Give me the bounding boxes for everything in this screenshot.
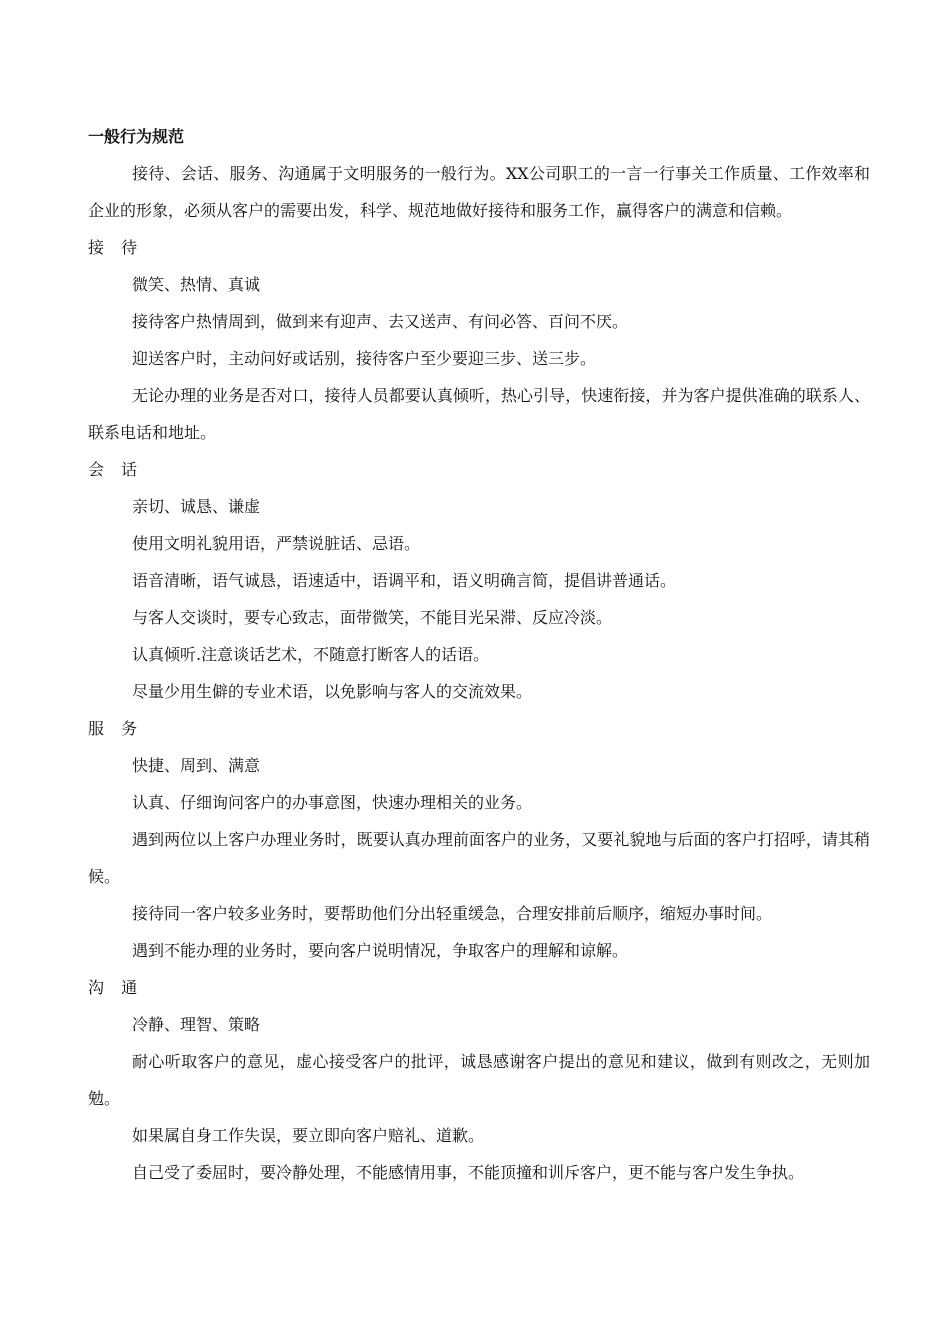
section-item: 与客人交谈时，要专心致志，面带微笑，不能目光呆滞、反应冷淡。 xyxy=(132,608,613,627)
section-reception xyxy=(88,229,870,451)
section-item: 接待同一客户较多业务时，要帮助他们分出轻重缓急，合理安排前后顺序，缩短办事时间。 xyxy=(132,904,773,923)
section-item: 认真、仔细询问客户的办事意图，快速办理相关的业务。 xyxy=(132,793,533,812)
section-heading: 沟 通 xyxy=(88,978,144,997)
section-item: 迎送客户时，主动问好或话别，接待客户至少要迎三步、送三步。 xyxy=(132,349,597,368)
section-communication xyxy=(88,969,870,1191)
section-item: 耐心听取客户的意见，虚心接受客户的批评，诚恳感谢客户提出的意见和建议，做到有则改之，无则加勉。 xyxy=(88,1052,870,1108)
section-item: 使用文明礼貌用语，严禁说脏话、忌语。 xyxy=(132,534,421,553)
section-item: 接待客户热情周到，做到来有迎声、去又送声、有问必答、百问不厌。 xyxy=(132,312,629,331)
document-title: 一般行为规范 xyxy=(88,127,185,146)
section-item: 认真倾听.注意谈话艺术，不随意打断客人的话语。 xyxy=(132,645,490,664)
section-item: 冷静、理智、策略 xyxy=(132,1015,261,1034)
section-item: 尽量少用生僻的专业术语，以免影响与客人的交流效果。 xyxy=(132,682,533,701)
section-item: 遇到两位以上客户办理业务时，既要认真办理前面客户的业务，又要礼貌地与后面的客户打招呼，请其稍候。 xyxy=(88,830,870,886)
section-conversation xyxy=(88,451,870,710)
section-item: 遇到不能办理的业务时，要向客户说明情况，争取客户的理解和谅解。 xyxy=(132,941,629,960)
section-item: 亲切、诚恳、谦虚 xyxy=(132,497,261,516)
section-service xyxy=(88,710,870,969)
section-item: 如果属自身工作失误，要立即向客户赔礼、道歉。 xyxy=(132,1126,485,1145)
section-item: 微笑、热情、真诚 xyxy=(132,275,261,294)
intro-paragraph: 接待、会话、服务、沟通属于文明服务的一般行为。XX公司职工的一言一行事关工作质量、工作效率和企业的形象，必须从客户的需要出发，科学、规范地做好接待和服务工作，赢得客户的满意和信赖。 xyxy=(88,164,870,220)
document-page xyxy=(88,118,870,1191)
section-heading: 接 待 xyxy=(88,238,144,257)
section-heading: 会 话 xyxy=(88,460,144,479)
section-item: 快捷、周到、满意 xyxy=(132,756,261,775)
section-item: 语音清晰，语气诚恳，语速适中，语调平和，语义明确言简，提倡讲普通话。 xyxy=(132,571,677,590)
section-item: 自己受了委屈时，要冷静处理，不能感情用事，不能顶撞和训斥客户，更不能与客户发生争执。 xyxy=(132,1163,805,1182)
section-item: 无论办理的业务是否对口，接待人员都要认真倾听，热心引导，快速衔接，并为客户提供准确的联系人、联系电话和地址。 xyxy=(88,386,870,442)
section-heading: 服 务 xyxy=(88,719,144,738)
